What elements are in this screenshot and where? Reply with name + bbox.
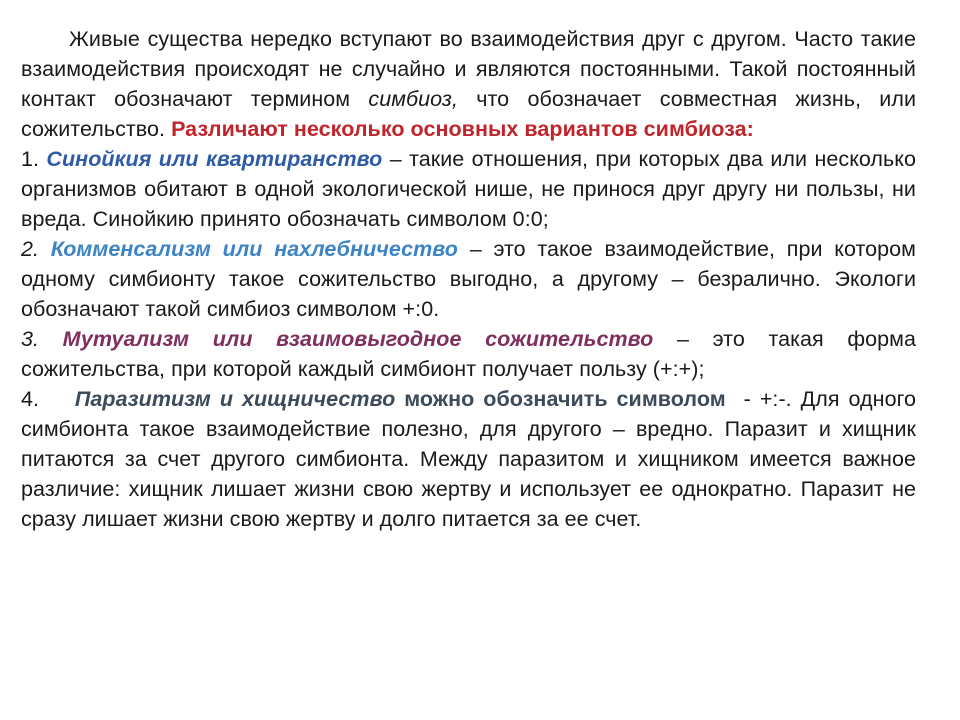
item-4-title-2: можно обозначить символом	[395, 387, 726, 411]
list-item-2	[21, 234, 916, 324]
item-2-number: 2.	[21, 237, 51, 261]
item-1-text: – такие отношения, при которых два или несколько организмов обитают в одной экологической нише, не принося друг другу ни пользы, ни вреда. Синойкию принято обозначать символом 0:0;	[21, 147, 916, 231]
item-4-title: Паразитизм и хищничество	[74, 387, 396, 411]
intro-text-1: Живые существа нередко вступают во взаимодействия друг с другом. Часто такие взаимодействия происходят не случайно и являются постоянными. Такой постоянный контакт обозначают термином	[21, 27, 916, 111]
item-2-text: – это такое взаимодействие, при котором одному симбионту такое сожительство выгодно, а другому – безралично. Экологи обозначают такой симбиоз символом +:0.	[21, 237, 916, 321]
item-4-text: - +:-. Для одного симбионта такое взаимодействие полезно, для другого – вредно. Паразит и хищник питаются за счет другого симбионта. Между паразитом и хищником имеется важное различие: хищник лишает жизни свою жертву и использует ее однократно. Паразит не сразу лишает жизни свою жертву и долго питается за ее счет.	[21, 387, 923, 531]
item-1-number: 1.	[21, 147, 47, 171]
item-3-text: – это такая форма сожительства, при которой каждый симбионт получает пользу (+:+);	[21, 327, 916, 381]
item-3-title: Мутуализм или взаимовыгодное сожительство	[62, 327, 654, 351]
item-4-number: 4.	[21, 387, 75, 411]
intro-text-2: что обозначает совместная жизнь, или сожительство.	[21, 87, 917, 141]
intro-paragraph	[21, 24, 916, 144]
intro-highlight: Различают несколько основных вариантов симбиоза:	[171, 117, 754, 141]
item-1-title: Синойкия или квартиранство	[46, 147, 383, 171]
list-item-1	[21, 144, 916, 234]
intro-term: симбиоз,	[368, 87, 458, 111]
list-item-4	[21, 384, 923, 534]
item-3-number: 3.	[21, 327, 63, 351]
item-2-title: Комменсализм или нахлебничество	[50, 237, 458, 261]
list-item-3	[21, 324, 916, 384]
